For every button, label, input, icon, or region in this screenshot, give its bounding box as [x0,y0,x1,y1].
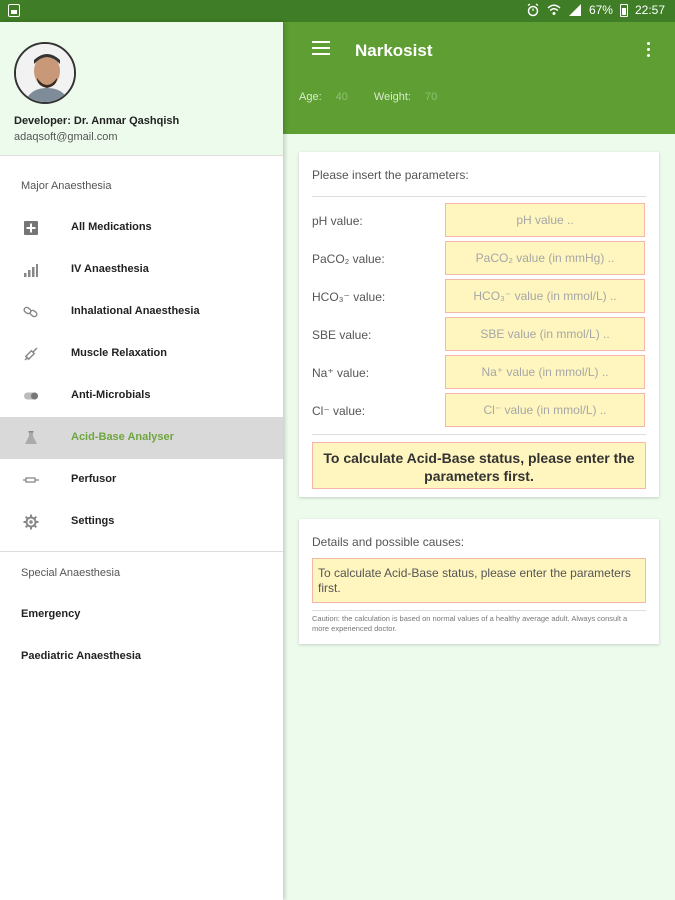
weight-value[interactable]: 70 [424,91,438,103]
divider [312,610,646,611]
nav-label: All Medications [71,221,152,233]
nav-label: Inhalational Anaesthesia [71,305,200,317]
na-row [312,355,646,389]
nav-item-acid-base-analyser[interactable] [0,417,283,459]
alarm-icon [526,3,540,17]
perfusor-icon [23,472,39,488]
drawer-header [0,22,283,156]
nav-item-muscle-relaxation[interactable] [0,333,283,375]
nav-label: Acid-Base Analyser [71,431,174,443]
sbe-input[interactable] [445,317,645,351]
nav-item-all-medications[interactable] [0,207,283,249]
link-icon [23,304,39,320]
avatar [14,42,76,104]
details-header: Details and possible causes: [312,535,465,549]
cl-row [312,393,646,427]
nav-label: Emergency [21,608,81,620]
divider [312,434,646,435]
paco2-input[interactable] [445,241,645,275]
developer-name: Developer: Dr. Anmar Qashqish [14,115,180,127]
nav-label: Anti-Microbials [71,389,151,401]
age-label: Age: [299,91,322,103]
age-value[interactable]: 40 [335,91,348,103]
ph-label: pH value: [312,214,363,228]
paco2-row [312,241,646,275]
navigation-drawer [0,22,283,900]
app-bar [283,22,675,134]
section-major-anaesthesia: Major Anaesthesia [21,180,112,192]
cl-input[interactable] [445,393,645,427]
result-box: To calculate Acid-Base status, please enter the parameters first. [312,442,646,489]
developer-photo-icon [16,44,76,104]
na-input[interactable] [445,355,645,389]
nav-label: Muscle Relaxation [71,347,167,359]
drawer-divider [0,551,283,552]
gear-icon [23,514,39,530]
nav-label: Perfusor [71,473,117,485]
details-text: To calculate Acid-Base status, please enter the parameters first. [312,558,646,603]
details-card [299,519,659,644]
signal-bars-icon [23,262,39,278]
nav-item-iv-anaesthesia[interactable] [0,249,283,291]
hco3-label: HCO₃⁻ value: [312,290,386,304]
sbe-row [312,317,646,351]
parameters-card [299,152,659,497]
signal-icon [568,3,582,17]
parameters-header: Please insert the parameters: [312,168,469,182]
nav-item-emergency[interactable] [0,594,283,636]
hamburger-menu-icon[interactable] [312,41,330,55]
clock: 22:57 [634,3,665,17]
nav-item-paediatric-anaesthesia[interactable] [0,636,283,678]
sbe-label: SBE value: [312,328,372,342]
nav-item-anti-microbials[interactable] [0,375,283,417]
ph-row [312,203,646,237]
nav-item-inhalational-anaesthesia[interactable] [0,291,283,333]
nav-label: Paediatric Anaesthesia [21,650,142,662]
patient-info [299,91,463,103]
developer-email[interactable]: adaqsoft@gmail.com [14,131,118,143]
caution-text: Caution: the calculation is based on normal values of a healthy average adult. Always consult a more experienced doctor. [312,614,628,633]
battery-icon [620,4,628,17]
plus-box-icon [23,220,39,236]
status-bar [0,0,675,22]
nav-label: Settings [71,515,115,527]
divider [312,196,646,197]
syringe-icon [23,346,39,362]
cl-label: Cl⁻ value: [312,404,366,418]
wifi-icon [547,3,561,17]
hco3-input[interactable] [445,279,645,313]
toggle-icon [23,388,39,404]
app-title: Narkosist [355,41,433,60]
weight-label: Weight: [373,91,411,103]
section-special-anaesthesia: Special Anaesthesia [21,567,121,579]
paco2-label: PaCO₂ value: [312,252,385,266]
battery-percent: 67% [588,3,613,17]
na-label: Na⁺ value: [312,366,370,380]
hco3-row [312,279,646,313]
nav-item-settings[interactable] [0,501,283,543]
gallery-icon [8,4,20,17]
nav-item-perfusor[interactable] [0,459,283,501]
nav-label: IV Anaesthesia [71,263,149,275]
ph-input[interactable] [445,203,645,237]
flask-icon [23,430,39,446]
more-options-icon[interactable] [647,42,651,58]
